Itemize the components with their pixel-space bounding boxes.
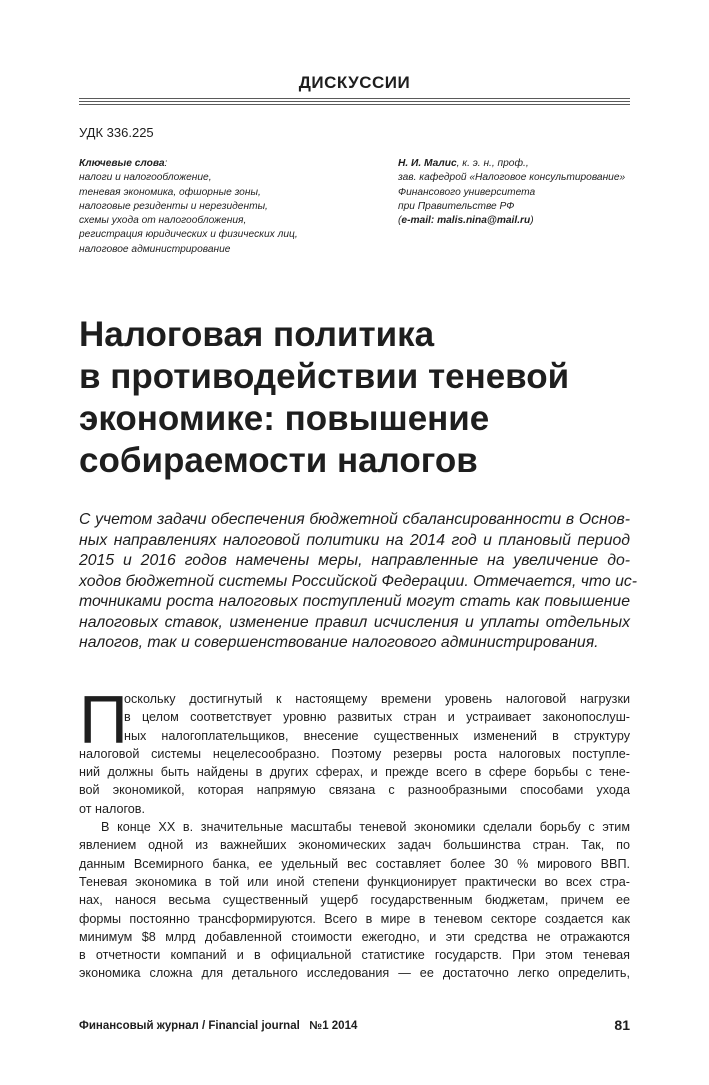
abstract-line: 2015 и 2016 годов намечены меры, направленные на увеличение до- — [79, 552, 630, 569]
author-block — [398, 157, 648, 228]
journal-issue: №1 2014 — [309, 1020, 358, 1032]
udk-code: УДК 336.225 — [79, 125, 154, 140]
page-number: 81 — [614, 1017, 630, 1033]
author-email[interactable]: e-mail: malis.nina@mail.ru — [401, 215, 531, 227]
body-line: формы постоянно трансформируются. Всего в мире в теневом секторе создается как — [79, 911, 630, 926]
abstract-line: налоговых ставок, изменение правил исчисления и уплаты отдельных — [79, 613, 630, 631]
body-line: в отчетности компаний и в официальной статистике государств. При этом теневая — [79, 948, 630, 963]
author-line: зав. кафедрой «Налоговое консультирование» — [398, 172, 626, 184]
body-line: налоговой системы нецелесообразно. Поэтому резервы роста налоговых поступле- — [79, 746, 630, 761]
title-line: Налоговая политика — [79, 315, 435, 354]
article-title — [79, 314, 639, 482]
abstract — [79, 510, 638, 654]
title-line: экономике: повышение — [79, 399, 490, 438]
journal-title: Финансовый журнал / Financial journal — [79, 1020, 300, 1032]
email-paren-open: ( — [398, 215, 402, 227]
abstract-line: ных направлениях налоговой политики на 2014 год и плановый период — [79, 531, 630, 549]
email-paren-close: ) — [530, 215, 534, 227]
author-name: Н. И. Малис — [398, 158, 457, 169]
section-title: ДИСКУССИИ — [298, 73, 411, 92]
body-line: вой экономикой, которая напрямую связана с разнообразными способами ухода — [79, 783, 630, 798]
body-line: ний должны быть найдены в других сферах, и прежде всего в сфере борьбы с тене- — [79, 765, 630, 780]
title-line: в противодействии теневой — [79, 357, 570, 396]
abstract-line: точниками роста налоговых поступлений могут стать как повышение — [79, 593, 630, 610]
body-line: Теневая экономика в той или иной степени функционирует практически во всех стра- — [79, 874, 630, 889]
author-degree: , к. э. н., проф., — [456, 158, 529, 169]
abstract-line: ходов бюджетной системы Российской Федерации. Отмечается, что ис- — [79, 572, 638, 590]
header-rule — [79, 98, 630, 107]
keyword-line: налоговое администрирование — [79, 243, 231, 255]
body-line: В конце XX в. значительные масштабы теневой экономики сделали борьбу с этим — [101, 820, 630, 835]
keyword-line: теневая экономика, офшорные зоны, — [79, 186, 261, 198]
body-line: минимум $8 млрд добавленной стоимости ежегодно, и эти средства не отражаются — [79, 929, 630, 944]
keyword-line: налоги и налогообложение, — [79, 172, 212, 184]
keyword-line: схемы ухода от налогообложения, — [79, 215, 247, 227]
author-line: Финансового университета — [398, 186, 536, 198]
title-line: собираемости налогов — [79, 441, 478, 480]
abstract-line: налогов, так и совершенствование налогового администрирования. — [79, 634, 599, 651]
abstract-line: С учетом задачи обеспечения бюджетной сбалансированности в Основ- — [79, 511, 630, 528]
body-line: от налогов. — [79, 801, 145, 816]
body-line: в целом соответствует уровню развитых стран и устраивает законопослуш- — [124, 710, 630, 725]
body-line: оскольку достигнутый к настоящему времени уровень налоговой нагрузки — [124, 692, 630, 706]
body-line: нах, нанося весьма существенный ущерб государственным бюджетам, причем ее — [79, 893, 630, 908]
body-line: данным Всемирного банка, ее удельный вес составляет более 30 % мирового ВВП. — [79, 856, 630, 871]
body-line: ных налогоплательщиков, внесение существенных изменений в структуру — [124, 728, 630, 743]
author-line: при Правительстве РФ — [398, 200, 515, 212]
keywords-block: Ключевые слова: налоги и налогообложение, теневая экономика, офшорные зоны, налоговые резиденты и нерезиденты, схемы ухода от налогообложения, регистрация юридических и физических лиц, налоговое администрирование — [79, 157, 379, 257]
keyword-line: регистрация юридических и физических лиц, — [79, 229, 298, 241]
footer-journal — [79, 1020, 357, 1032]
keywords-label: Ключевые слова — [79, 158, 165, 169]
body-line: явлением одной из важнейших экономических задач большинства стран. Так, по — [79, 838, 630, 853]
body-line: экономика сложна для детального исследования — ее достаточно легко определить, — [79, 966, 630, 981]
keyword-line: налоговые резиденты и нерезиденты, — [79, 200, 268, 212]
drop-cap: П — [79, 682, 128, 758]
article-body — [79, 682, 630, 983]
